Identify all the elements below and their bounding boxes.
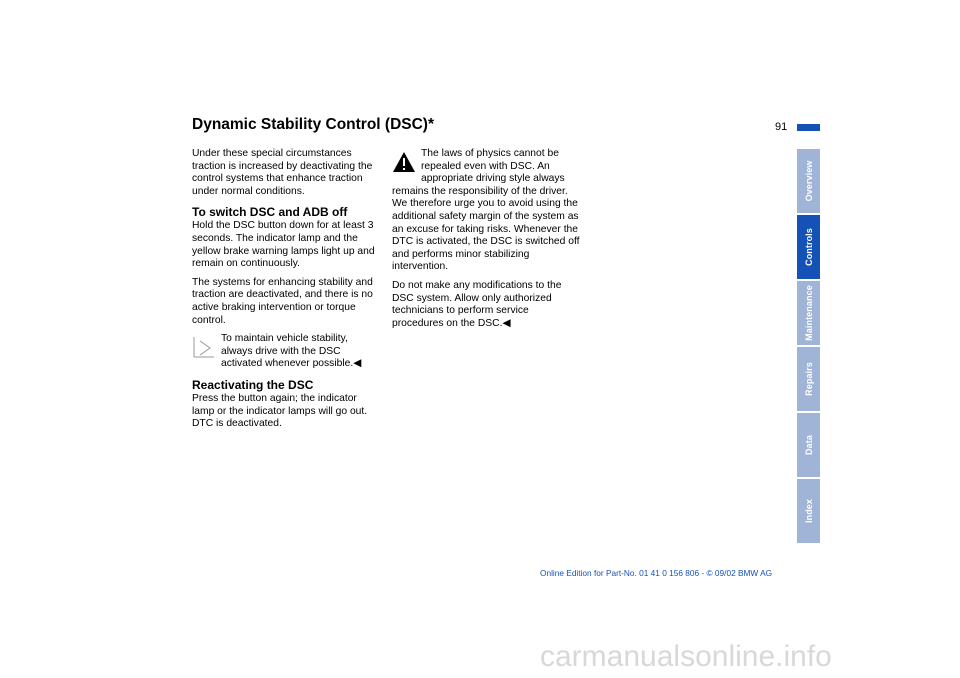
tab-controls[interactable] [797, 215, 820, 279]
section-heading-switch-off: To switch DSC and ADB off [192, 205, 348, 220]
text-column-left [192, 148, 382, 437]
intro-paragraph: Under these special circumstances traction is increased by deactivating the control systems that enhance traction under normal conditions. [192, 148, 373, 197]
tab-label: Index [803, 498, 814, 524]
switch-off-paragraph-1: Hold the DSC button down for at least 3 seconds. The indicator lamp and the yellow brake warning lamps light up and remain on continuously. [192, 220, 375, 270]
note-text: To maintain vehicle stability, always drive with the DSC activated whenever possible.◀ [221, 333, 362, 370]
watermark-text: carmanualsonline.info [540, 640, 832, 673]
tab-label: Data [803, 435, 814, 455]
warning-paragraph-1: The laws of physics cannot be repealed even with DSC. An appropriate driving style always remains the responsibility of the driver. We therefore urge you to avoid using the additional safety margin of the system as an excuse for taking risks. Whenever the DTC is activated, the DSC is switched off and performs minor stabilizing intervention. [392, 148, 580, 273]
switch-off-paragraph-2: The systems for enhancing stability and traction are deactivated, and there is no active braking intervention or torque control. [192, 276, 373, 326]
warning-triangle-icon [392, 150, 416, 174]
tab-label: Controls [803, 228, 814, 266]
tab-data[interactable] [797, 413, 820, 477]
tab-repairs[interactable] [797, 347, 820, 411]
tab-maintenance[interactable] [797, 281, 820, 345]
warning-paragraph-2: Do not make any modifications to the DSC system. Allow only authorized technicians to perform service procedures on the DSC.◀ [392, 279, 562, 329]
page-number: 91 [775, 121, 788, 133]
footer-edition-text: Online Edition for Part-No. 01 41 0 156 806 - © 09/02 BMW AG [540, 568, 773, 578]
text-column-right [392, 148, 582, 336]
page-title: Dynamic Stability Control (DSC)* [192, 116, 434, 133]
tab-label: Repairs [803, 362, 814, 396]
page-number-bar [797, 124, 820, 131]
tab-overview[interactable] [797, 149, 820, 213]
tab-label: Overview [803, 160, 814, 202]
note-arrow-icon [192, 335, 216, 359]
note-box [192, 333, 382, 371]
chapter-tabs [797, 149, 820, 545]
section-heading-reactivate: Reactivating the DSC [192, 377, 314, 392]
warning-box [392, 148, 582, 274]
reactivate-paragraph: Press the button again; the indicator lamp or the indicator lamps will go out. DTC is deactivated. [192, 392, 368, 430]
tab-index[interactable] [797, 479, 820, 543]
tab-label: Maintenance [803, 285, 814, 341]
